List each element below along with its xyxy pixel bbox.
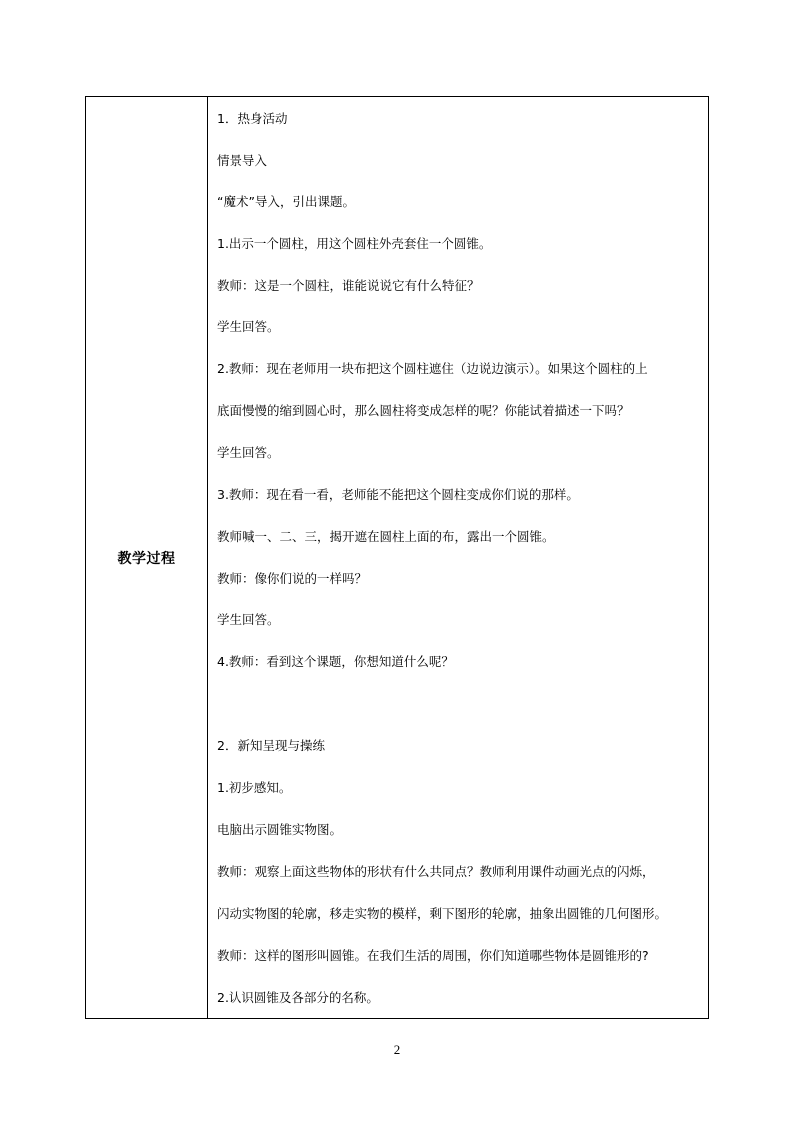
content-line: 4.教师：看到这个课题，你想知道什么呢？: [217, 654, 454, 669]
content-line: 2.教师：现在老师用一块布把这个圆柱遮住（边说边演示）。如果这个圆柱的上: [217, 361, 648, 376]
content-line: 教师：这样的图形叫圆锥。在我们生活的周围，你们知道哪些物体是圆锥形的?: [217, 948, 649, 963]
page-number: 2: [393, 1042, 401, 1057]
content-line: 1．热身活动: [217, 111, 288, 126]
content-line: 教师：观察上面这些物体的形状有什么共同点？教师利用课件动画光点的闪烁，: [217, 864, 655, 879]
content-line: 教师：像你们说的一样吗？: [217, 571, 368, 586]
content-cell: [208, 97, 708, 1018]
content-line: 教师：这是一个圆柱，谁能说说它有什么特征？: [217, 278, 480, 293]
lesson-plan-table: [85, 96, 709, 1019]
content-line: 学生回答。: [217, 612, 280, 627]
content-line: “魔术”导入，引出课题。: [217, 194, 355, 209]
content-line: 学生回答。: [217, 445, 280, 460]
content-line: 学生回答。: [217, 319, 280, 334]
content-line: 2.认识圆锥及各部分的名称。: [217, 990, 379, 1005]
content-line: 情景导入: [217, 153, 268, 168]
content-line: 3.教师：现在看一看，老师能不能把这个圆柱变成你们说的那样。: [217, 487, 579, 502]
content-line: 教师喊一、二、三，揭开遮在圆柱上面的布，露出一个圆锥。: [217, 529, 555, 544]
content-line: 2．新知呈现与操练: [217, 738, 325, 753]
section-label-cell: [86, 97, 208, 1018]
section-label: 教学过程: [117, 550, 176, 567]
content-line: 1.出示一个圆柱，用这个圆柱外壳套住一个圆锥。: [217, 236, 492, 251]
content-line: 底面慢慢的缩到圆心时，那么圆柱将变成怎样的呢？你能试着描述一下吗？: [217, 403, 630, 418]
content-line: 1.初步感知。: [217, 780, 292, 795]
content-line: 电脑出示圆锥实物图。: [217, 822, 343, 837]
content-line: 闪动实物图的轮廓，移走实物的模样，剩下图形的轮廓，抽象出圆锥的几何图形。: [217, 906, 668, 921]
